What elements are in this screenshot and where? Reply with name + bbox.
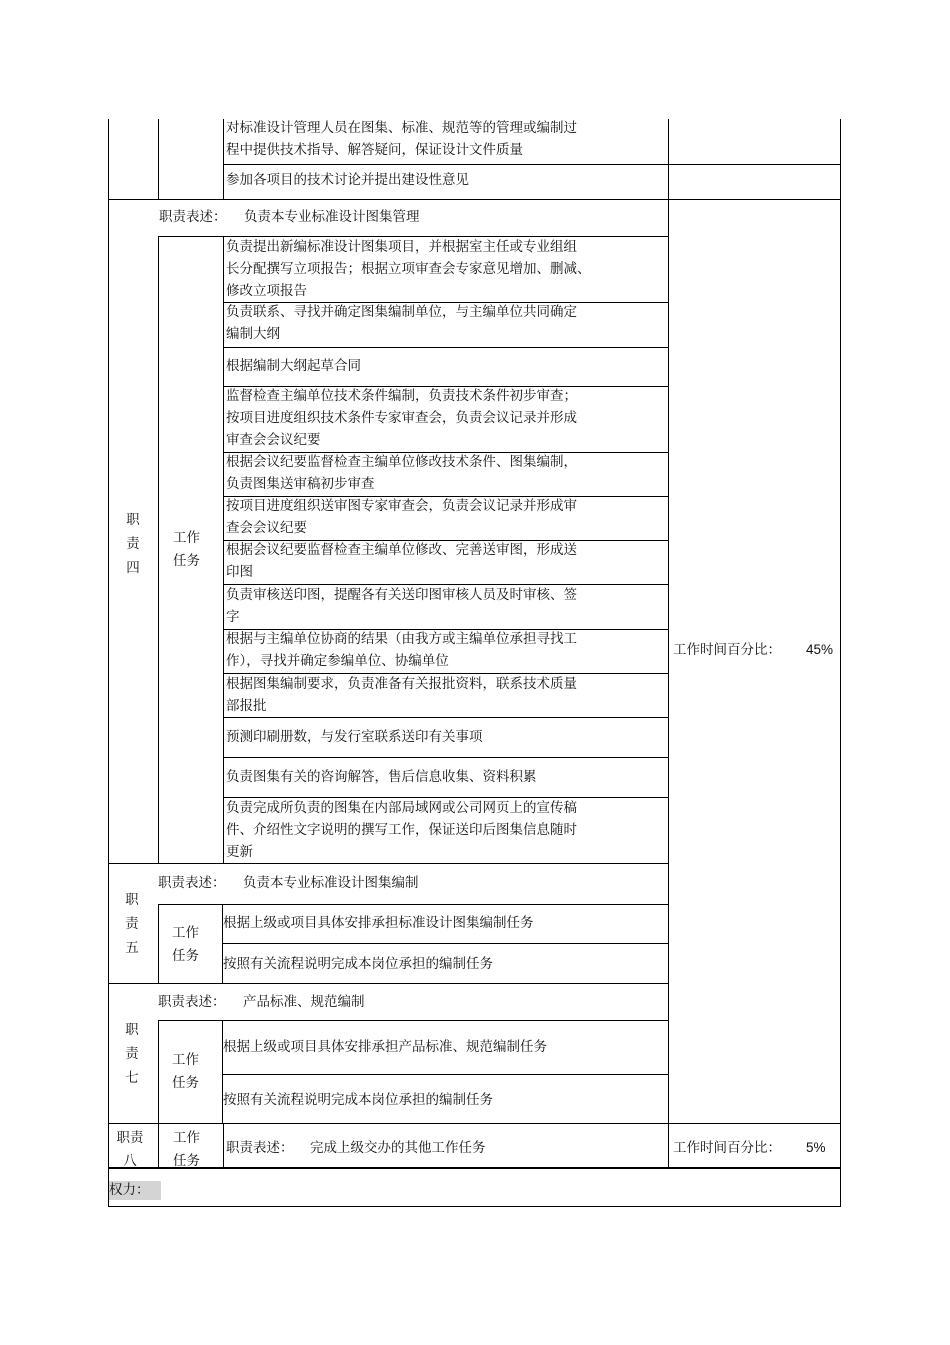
time-percent-label: 工作时间百分比： bbox=[673, 1140, 781, 1156]
task-text: 根据会议纪要监督检查主编单位修改、完善送审图，形成送 bbox=[226, 542, 577, 558]
task-text: 根据图集编制要求，负责准备有关报批资料，联系技术质量 bbox=[226, 676, 577, 692]
task-label: 工作 bbox=[172, 1052, 199, 1068]
task-label: 工作 bbox=[173, 1130, 200, 1146]
task-text: 按照有关流程说明完成本岗位承担的编制任务 bbox=[223, 1092, 493, 1108]
table-border bbox=[840, 119, 841, 1207]
table-border bbox=[223, 717, 668, 718]
task-text: 预测印刷册数，与发行室联系送印有关事项 bbox=[226, 729, 483, 745]
task-label: 任务 bbox=[172, 948, 199, 964]
task-text: 根据上级或项目具体安排承担产品标准、规范编制任务 bbox=[223, 1039, 547, 1055]
statement-text: 完成上级交办的其他工作任务 bbox=[310, 1140, 486, 1156]
task-text: 件、介绍性文字说明的撰写工作，保证送印后图集信息随时 bbox=[226, 822, 577, 838]
task-text: 查会会议纪要 bbox=[226, 520, 307, 536]
task-text: 根据上级或项目具体安排承担标准设计图集编制任务 bbox=[223, 915, 534, 931]
task-label: 任务 bbox=[172, 1075, 199, 1091]
duty-label: 责 bbox=[126, 536, 140, 552]
task-text: 按项目进度组织技术条件专家审查会，负责会议记录并形成 bbox=[226, 410, 577, 426]
task-label: 任务 bbox=[173, 553, 200, 569]
task-text: 程中提供技术指导、解答疑问，保证设计文件质量 bbox=[226, 142, 523, 158]
duty-label: 职 bbox=[125, 892, 139, 908]
task-text: 印图 bbox=[226, 564, 253, 580]
duty-label: 四 bbox=[126, 560, 140, 576]
table-border bbox=[158, 119, 159, 199]
statement-text: 负责本专业标准设计图集编制 bbox=[243, 875, 419, 891]
statement-text: 负责本专业标准设计图集管理 bbox=[244, 209, 420, 225]
table-border bbox=[108, 199, 840, 200]
task-text: 负责完成所负责的图集在内部局域网或公司网页上的宣传稿 bbox=[226, 800, 577, 816]
statement-label: 职责表述： bbox=[159, 209, 227, 225]
task-text: 作），寻找并确定参编单位、协编单位 bbox=[226, 653, 449, 669]
task-text: 修改立项报告 bbox=[226, 283, 307, 299]
task-label: 任务 bbox=[173, 1153, 200, 1167]
time-percent-value: 5% bbox=[806, 1140, 826, 1155]
table-border bbox=[158, 1020, 668, 1021]
table-border bbox=[108, 863, 668, 864]
task-text: 根据与主编单位协商的结果（由我方或主编单位承担寻找工 bbox=[226, 631, 577, 647]
task-text: 监督检查主编单位技术条件编制，负责技术条件初步审查； bbox=[226, 388, 577, 404]
statement-label: 职责表述： bbox=[158, 875, 226, 891]
authority-label: 权力： bbox=[109, 1182, 150, 1198]
time-percent-label: 工作时间百分比： bbox=[673, 642, 781, 658]
table-border bbox=[108, 1167, 841, 1169]
table-border bbox=[222, 943, 668, 944]
duty-label: 职责 bbox=[116, 1130, 144, 1146]
task-text: 负责审核送印图，提醒各有关送印图审核人员及时审核、签 bbox=[226, 587, 577, 603]
table-border bbox=[158, 904, 159, 983]
duty-label: 责 bbox=[125, 1046, 139, 1062]
task-text: 审查会会议纪要 bbox=[226, 432, 321, 448]
table-border bbox=[108, 983, 668, 984]
table-border bbox=[223, 119, 224, 199]
task-text: 字 bbox=[226, 609, 240, 625]
task-text: 更新 bbox=[226, 844, 253, 860]
table-border bbox=[223, 757, 668, 758]
task-text: 负责联系、寻找并确定图集编制单位，与主编单位共同确定 bbox=[226, 304, 577, 320]
statement-label: 职责表述： bbox=[226, 1140, 294, 1156]
table-border bbox=[223, 236, 224, 863]
duty-label: 职 bbox=[126, 512, 140, 528]
task-text: 按照有关流程说明完成本岗位承担的编制任务 bbox=[223, 956, 493, 972]
task-text: 负责提出新编标准设计图集项目，并根据室主任或专业组组 bbox=[226, 239, 577, 255]
table-border bbox=[668, 119, 669, 1168]
task-text: 负责图集有关的咨询解答，售后信息收集、资料积累 bbox=[226, 769, 537, 785]
duty-label: 责 bbox=[125, 916, 139, 932]
duty-label: 职 bbox=[125, 1022, 139, 1038]
table-border bbox=[108, 1123, 840, 1124]
table-border bbox=[158, 904, 668, 905]
statement-label: 职责表述： bbox=[158, 994, 226, 1010]
task-text: 参加各项目的技术讨论并提出建设性意见 bbox=[226, 172, 469, 188]
task-text: 长分配撰写立项报告；根据立项审查会专家意见增加、删减、 bbox=[226, 261, 591, 277]
table-border bbox=[223, 164, 840, 165]
time-percent-value: 45% bbox=[806, 642, 834, 657]
task-text: 编制大纲 bbox=[226, 326, 280, 342]
statement-text: 产品标准、规范编制 bbox=[243, 994, 365, 1010]
task-text: 按项目进度组织送审图专家审查会，负责会议记录并形成审 bbox=[226, 498, 577, 514]
task-text: 对标准设计管理人员在图集、标准、规范等的管理或编制过 bbox=[226, 120, 577, 136]
task-text: 根据会议纪要监督检查主编单位修改技术条件、图集编制， bbox=[226, 454, 577, 470]
duty-label: 八 bbox=[123, 1153, 137, 1167]
table-border bbox=[223, 1123, 224, 1168]
table-border bbox=[108, 119, 109, 1207]
table-border bbox=[108, 1206, 841, 1207]
duty-label: 七 bbox=[125, 1070, 139, 1086]
task-text: 根据编制大纲起草合同 bbox=[226, 358, 361, 374]
task-label: 工作 bbox=[173, 530, 200, 546]
table-border bbox=[222, 1074, 668, 1075]
table-border bbox=[158, 236, 159, 863]
duty-label: 五 bbox=[125, 940, 139, 956]
task-text: 负责图集送审稿初步审查 bbox=[226, 476, 375, 492]
table-border bbox=[223, 347, 668, 348]
task-text: 部报批 bbox=[226, 698, 267, 714]
task-label: 工作 bbox=[172, 925, 199, 941]
table-border bbox=[158, 1020, 159, 1168]
